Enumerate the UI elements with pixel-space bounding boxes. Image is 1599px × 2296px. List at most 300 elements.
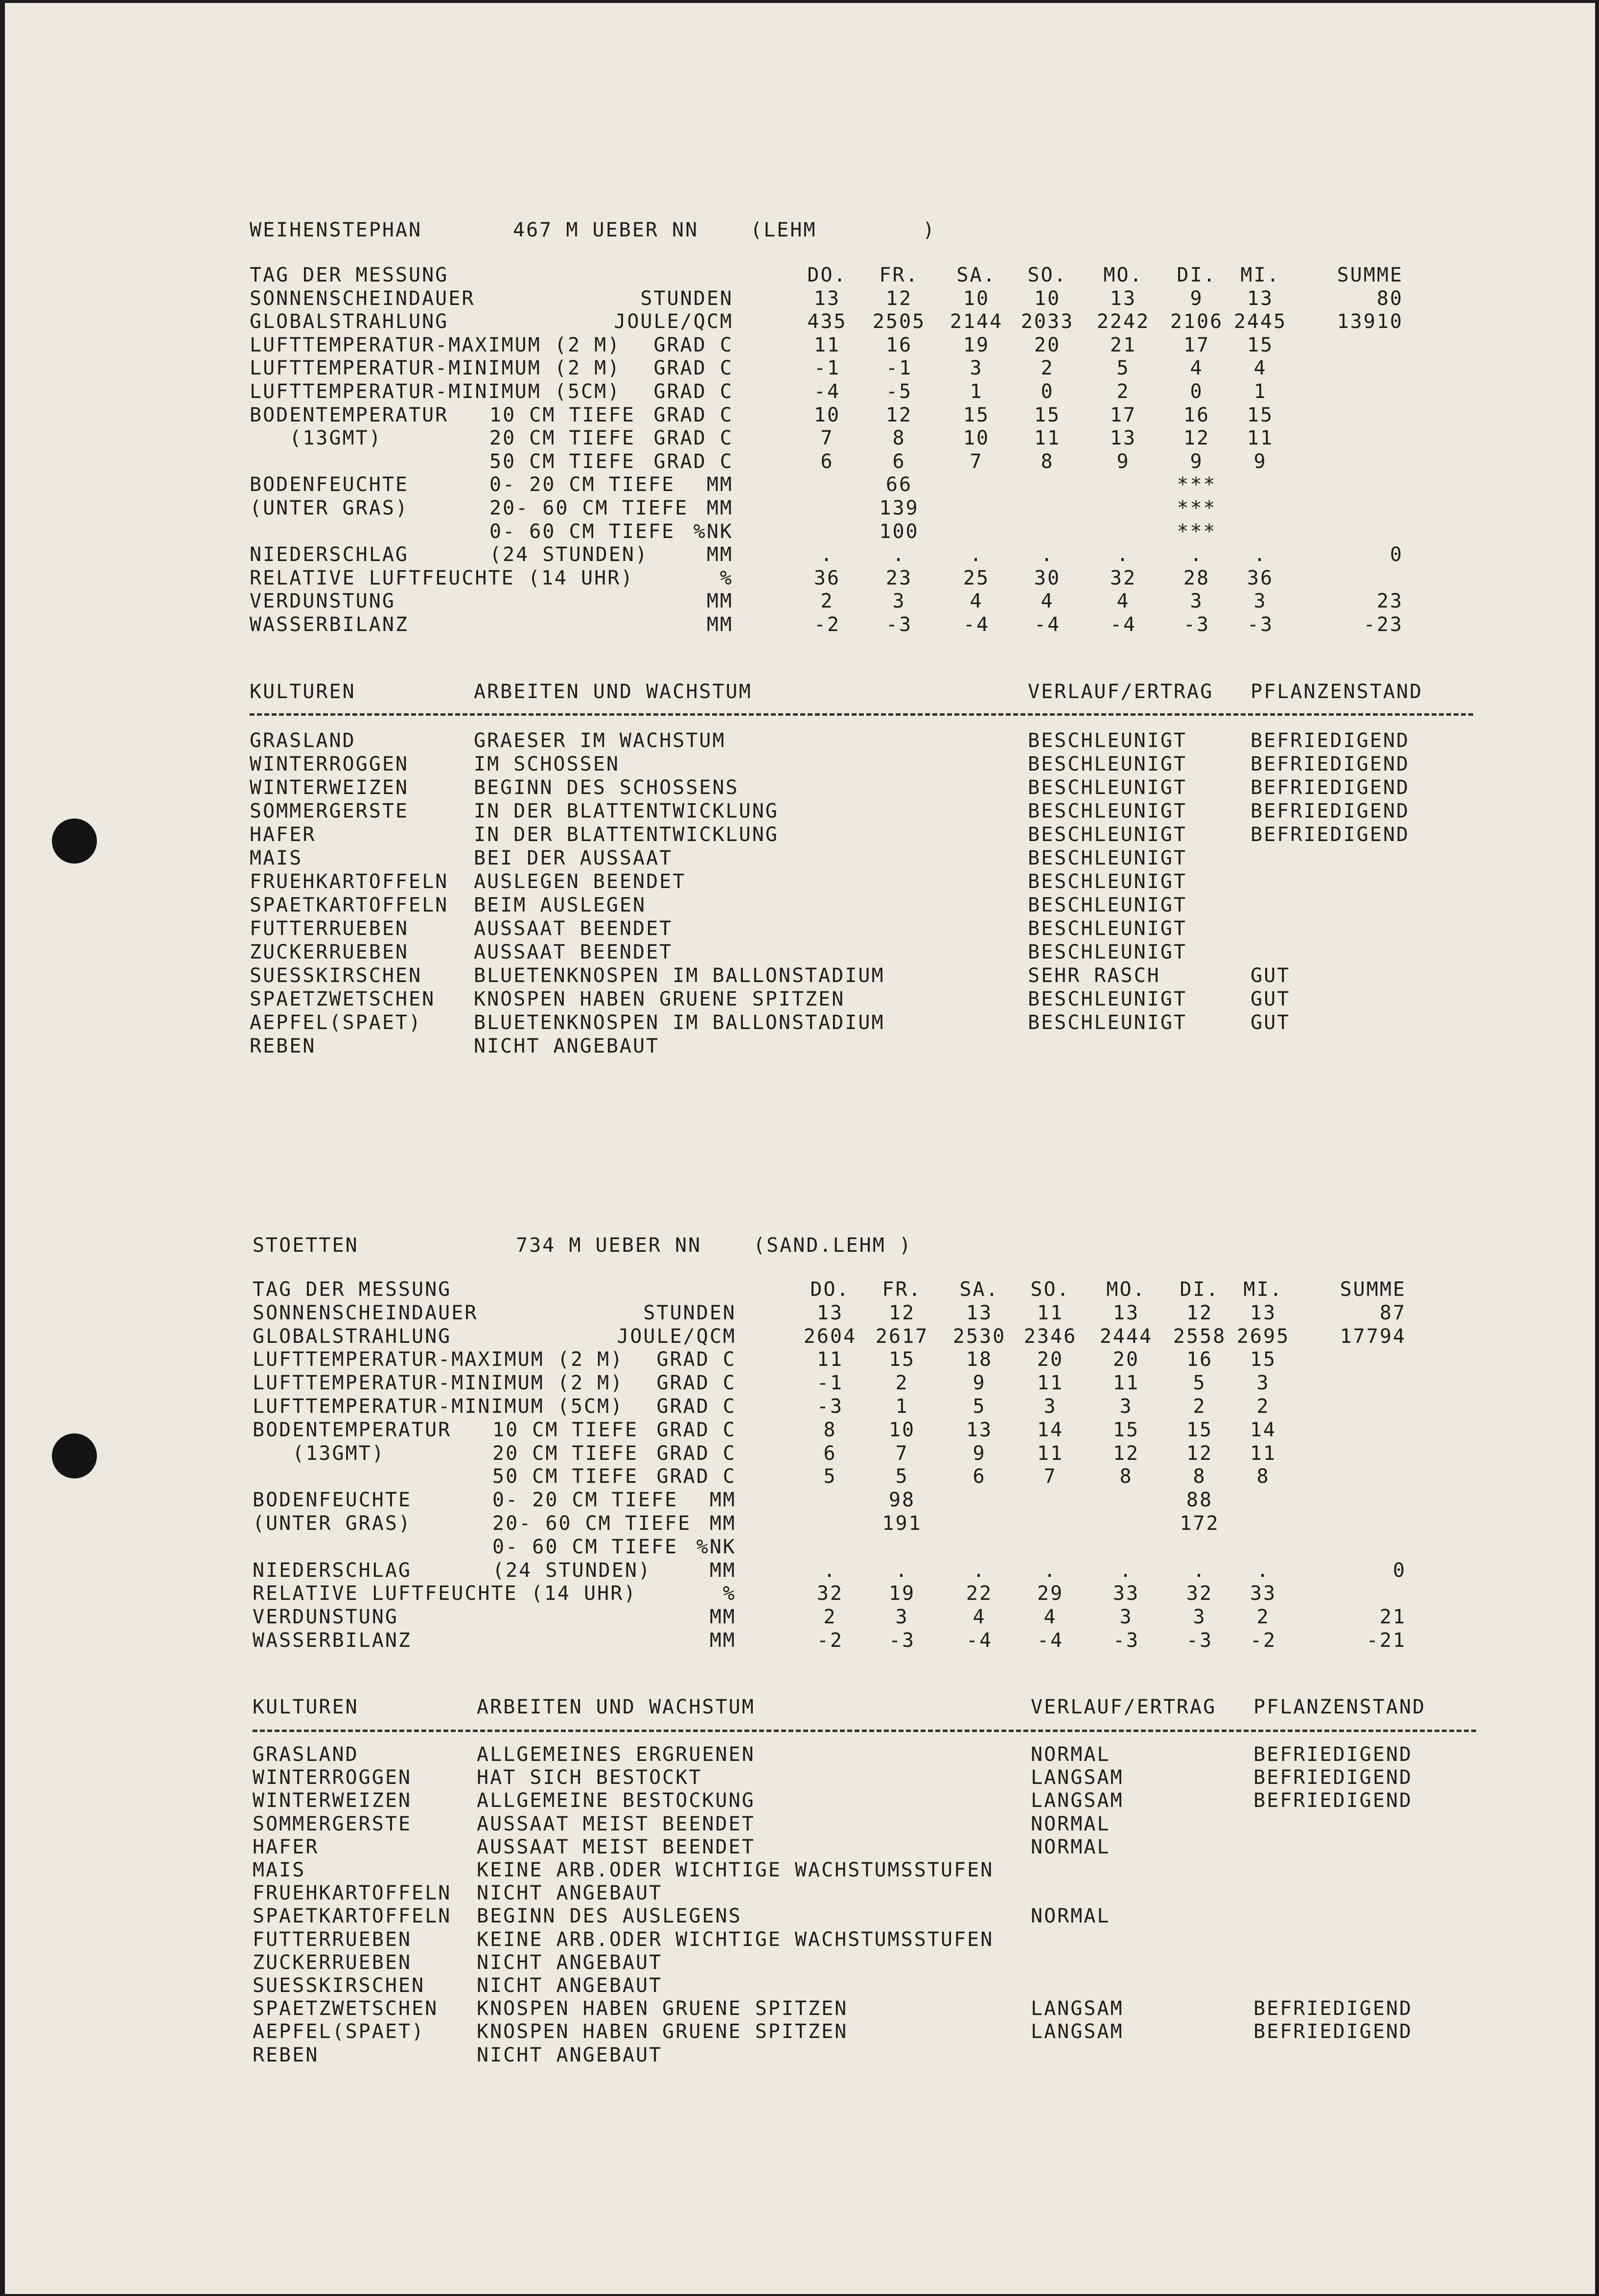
measurement-value: -4 [1037,1629,1064,1652]
station-soil: (SAND.LEHM ) [753,1234,912,1257]
measurement-label: SONNENSCHEINDAUER [250,287,475,310]
measurement-value: 30 [1034,566,1061,589]
measurement-value: 5 [973,1395,986,1418]
measurement-value: . [1193,1559,1206,1582]
day-header: FR. [882,1278,922,1301]
measurement-label: LUFTTEMPERATUR-MAXIMUM (2 M) [253,1348,624,1371]
measurement-value: 13 [966,1418,993,1441]
crop-name: ZUCKERRUEBEN [253,1951,412,1974]
measurement-value: 8 [892,427,906,450]
measurement-unit: GRAD C [653,357,733,380]
measurement-unit: GRAD C [653,333,733,356]
measurement-value: 13 [1112,1301,1140,1324]
crop-name: FUTTERRUEBEN [253,1928,412,1951]
measurement-value: 4 [1116,590,1130,613]
measurement-value: 12 [1112,1442,1140,1465]
crop-work: HAT SICH BESTOCKT [477,1766,702,1789]
measurement-value: 2530 [952,1325,1006,1348]
crop-work: AUSSAAT BEENDET [474,917,673,940]
crop-name: FRUEHKARTOFFELN [250,870,449,893]
crop-name: SOMMERGERSTE [253,1812,412,1835]
crop-work: KNOSPEN HABEN GRUENE SPITZEN [474,988,845,1010]
crop-work: KEINE ARB.ODER WICHTIGE WACHSTUMSSTUFEN [477,1928,994,1951]
measurement-value: 9 [973,1442,986,1465]
measurement-value: 1 [895,1395,909,1418]
measurement-value: 18 [966,1348,993,1371]
measurement-label: LUFTTEMPERATUR-MINIMUM (5CM) [253,1395,624,1418]
measurement-label: WASSERBILANZ [250,613,409,636]
station-altitude: 467 M UEBER NN [513,219,699,241]
crop-name: SUESSKIRSCHEN [253,1974,425,1997]
crop-progress: BESCHLEUNIGT [1028,988,1187,1010]
crops-header-work: ARBEITEN UND WACHSTUM [477,1696,755,1718]
measurement-label: (13GMT) [250,427,382,450]
measurement-unit: MM [709,1489,736,1512]
measurement-value: 11 [1034,427,1061,450]
crop-work: NICHT ANGEBAUT [477,1882,663,1905]
measurement-value: -4 [1110,613,1137,636]
measurement-value: . [1119,1559,1133,1582]
measurement-value: -3 [888,1629,916,1652]
crop-work: BEGINN DES SCHOSSENS [474,776,739,799]
measurement-unit: %NK [693,520,733,543]
crop-progress: LANGSAM [1031,2020,1124,2043]
measurement-value: 2242 [1096,310,1150,333]
measurement-unit: GRAD C [656,1395,736,1418]
measurement-label: BODENTEMPERATUR [250,403,449,426]
crop-progress: BESCHLEUNIGT [1028,1011,1187,1034]
measurement-value: 4 [1043,1606,1057,1629]
measurement-value: 25 [963,566,990,589]
measurement-sum: 0 [1390,543,1403,566]
measurement-value: 2 [1256,1395,1270,1418]
crop-name: GRASLAND [250,729,356,752]
measurement-value: -5 [885,380,913,403]
measurement-value: 7 [895,1442,909,1465]
measurement-value: 9 [973,1372,986,1395]
measurement-depth: 20 CM TIEFE [492,1442,638,1465]
measurement-value: 15 [888,1348,916,1371]
crop-name: WINTERWEIZEN [253,1789,412,1812]
measurement-depth: 10 CM TIEFE [489,403,635,426]
measurement-unit: GRAD C [656,1372,736,1395]
crop-progress: LANGSAM [1031,1766,1124,1789]
measurement-value: 2 [1041,357,1054,380]
measurement-unit: GRAD C [656,1442,736,1465]
measurement-value: 5 [1116,357,1130,380]
measurement-value: 1 [1253,380,1267,403]
measurement-value: 17 [1183,333,1210,356]
measurement-value: 13 [966,1301,993,1324]
measurement-value: -1 [885,357,913,380]
measurement-value: 2033 [1020,310,1074,333]
measurement-depth: 0- 60 CM TIEFE [489,520,675,543]
measurement-sum: 80 [1376,287,1403,310]
measurement-value: 8 [823,1418,837,1441]
crop-work: NICHT ANGEBAUT [474,1035,660,1057]
measurement-sum: 87 [1379,1301,1406,1324]
measurement-label: GLOBALSTRAHLUNG [250,310,449,333]
measurement-value: -3 [816,1395,844,1418]
measurement-value: 15 [1186,1418,1213,1441]
measurement-value: 5 [1193,1372,1206,1395]
measurement-value: -3 [1186,1629,1213,1652]
measurement-value: *** [1177,520,1217,543]
measurement-value: 20 [1037,1348,1064,1371]
measurement-value: 32 [1110,566,1137,589]
crops-header-work: ARBEITEN UND WACHSTUM [474,680,752,703]
day-header: DI. [1180,1278,1220,1301]
crop-stand: BEFRIEDIGEND [1253,1766,1413,1789]
measurement-value: -1 [816,1372,844,1395]
crop-stand: BEFRIEDIGEND [1251,753,1410,775]
measurement-value: 12 [1183,427,1210,450]
measurement-value: 33 [1112,1582,1140,1605]
measurement-value: 9 [1190,450,1204,473]
crop-progress: BESCHLEUNIGT [1028,776,1187,799]
crop-stand: GUT [1251,988,1291,1010]
measurement-value: 191 [882,1512,922,1535]
measurement-value: 5 [895,1465,909,1488]
measurement-value: -3 [885,613,913,636]
crop-stand: GUT [1251,1011,1291,1034]
measurement-label: LUFTTEMPERATUR-MINIMUM (2 M) [250,357,621,380]
crop-progress: NORMAL [1031,1812,1111,1835]
measurement-value: 2558 [1173,1325,1227,1348]
measurement-value: 3 [970,357,983,380]
measurement-value: 2 [1116,380,1130,403]
measurement-value: . [1041,543,1054,566]
day-header: MI. [1240,264,1280,286]
measurement-unit: JOULE/QCM [617,1325,736,1348]
crop-progress: BESCHLEUNIGT [1028,823,1187,846]
measurement-label: LUFTTEMPERATUR-MINIMUM (2 M) [253,1372,624,1395]
measurement-value: 11 [1247,427,1274,450]
measurement-value: 2505 [872,310,926,333]
measurement-label: SONNENSCHEINDAUER [253,1301,478,1324]
crop-work: KEINE ARB.ODER WICHTIGE WACHSTUMSSTUFEN [477,1859,994,1881]
measurement-value: -4 [1034,613,1061,636]
measurement-label: WASSERBILANZ [253,1629,412,1652]
measurement-depth: (24 STUNDEN) [489,543,649,566]
measurement-value: 3 [895,1606,909,1629]
measurement-unit: GRAD C [653,427,733,450]
measurement-value: 4 [970,590,983,613]
measurement-unit: MM [709,1606,736,1629]
measurement-value: 13 [813,287,841,310]
measurement-label: VERDUNSTUNG [253,1606,398,1629]
measurement-depth: 10 CM TIEFE [492,1418,638,1441]
measurement-value: 8 [1256,1465,1270,1488]
day-header: DO. [807,264,847,286]
crop-work: AUSSAAT MEIST BEENDET [477,1812,755,1835]
measurement-value: -3 [1183,613,1210,636]
measurement-label: BODENTEMPERATUR [253,1418,452,1441]
measurement-depth: 0- 20 CM TIEFE [489,473,675,496]
crop-name: WINTERROGGEN [250,753,409,775]
measurement-value: 10 [963,427,990,450]
crop-stand: BEFRIEDIGEND [1251,729,1410,752]
measurement-value: 10 [888,1418,916,1441]
measurement-value: -2 [816,1629,844,1652]
measurement-unit: %NK [696,1535,736,1558]
measurement-value: 3 [1253,590,1267,613]
measurement-label: VERDUNSTUNG [250,590,395,613]
measurement-value: 3 [892,590,906,613]
dashed-separator [253,1730,1476,1732]
measurement-value: 11 [1112,1372,1140,1395]
measurement-unit: MM [709,1512,736,1535]
measurement-value: 32 [1186,1582,1213,1605]
measurement-unit: MM [709,1629,736,1652]
measurement-value: . [895,1559,909,1582]
measurement-unit: MM [706,613,733,636]
measurement-value: . [1253,543,1267,566]
station-name: WEIHENSTEPHAN [250,219,422,241]
measurement-value: -3 [1112,1629,1140,1652]
measurement-value: -3 [1247,613,1274,636]
measurement-value: 139 [879,497,919,519]
crop-progress: BESCHLEUNIGT [1028,800,1187,822]
measurement-value: 19 [963,333,990,356]
measurement-value: 16 [1186,1348,1213,1371]
measurement-value: 32 [816,1582,844,1605]
measurement-value: 2 [895,1372,909,1395]
crop-work: IN DER BLATTENTWICKLUNG [474,823,779,846]
measurement-value: . [973,1559,986,1582]
measurement-value: . [820,543,834,566]
measurement-value: 13 [1110,427,1137,450]
measurement-unit: GRAD C [656,1465,736,1488]
measurement-value: 5 [823,1465,837,1488]
measurement-value: 2 [1193,1395,1206,1418]
measurement-unit: MM [706,473,733,496]
measurement-value: 11 [1037,1442,1064,1465]
measurement-sum: 17794 [1340,1325,1406,1348]
crops-header-progress: VERLAUF/ERTRAG [1031,1696,1217,1718]
crop-progress: BESCHLEUNIGT [1028,894,1187,916]
measurement-sum: 21 [1379,1606,1406,1629]
measurement-value: 14 [1037,1418,1064,1441]
measurement-value: 36 [813,566,841,589]
measurement-value: 11 [1037,1372,1064,1395]
crop-work: BEIM AUSLEGEN [474,894,647,916]
crop-name: MAIS [253,1859,306,1881]
crop-work: ALLGEMEINES ERGRUENEN [477,1743,755,1766]
crop-name: FUTTERRUEBEN [250,917,409,940]
sum-header: SUMME [1340,1278,1406,1301]
measurement-depth: 20 CM TIEFE [489,427,635,450]
measurement-unit: GRAD C [653,403,733,426]
measurement-unit: MM [706,497,733,519]
measurement-value: 98 [888,1489,916,1512]
measurement-label: NIEDERSCHLAG [250,543,409,566]
measurement-value: . [1116,543,1130,566]
measurement-value: 2106 [1170,310,1224,333]
measurement-value: 6 [820,450,834,473]
crop-name: MAIS [250,847,303,869]
measurement-value: 2445 [1233,310,1287,333]
measurement-value: 33 [1250,1582,1277,1605]
crop-work: KNOSPEN HABEN GRUENE SPITZEN [477,2020,848,2043]
measurement-depth: (24 STUNDEN) [492,1559,651,1582]
measurement-value: 6 [823,1442,837,1465]
measurement-value: 8 [1041,450,1054,473]
measurement-depth: 0- 20 CM TIEFE [492,1489,678,1512]
crop-work: AUSLEGEN BEENDET [474,870,686,893]
crop-work: IM SCHOSSEN [474,753,620,775]
crop-name: SPAETKARTOFFELN [250,894,449,916]
measurement-label: (UNTER GRAS) [250,497,409,519]
crop-progress: BESCHLEUNIGT [1028,917,1187,940]
crop-name: REBEN [250,1035,316,1057]
crop-name: SPAETZWETSCHEN [250,988,436,1010]
measurement-unit: % [722,1582,736,1605]
measurement-value: 172 [1180,1512,1220,1535]
day-header: MI. [1243,1278,1283,1301]
crop-name: AEPFEL(SPAET) [253,2020,425,2043]
measurement-value: 15 [1034,403,1061,426]
measurement-value: 100 [879,520,919,543]
measurement-unit: GRAD C [656,1348,736,1371]
punch-hole-bottom [52,1433,97,1478]
measurement-value: 3 [1043,1395,1057,1418]
crop-name: SPAETKARTOFFELN [253,1905,452,1928]
crop-work: BEGINN DES AUSLEGENS [477,1905,742,1928]
measurement-value: 3 [1119,1606,1133,1629]
crop-work: IN DER BLATTENTWICKLUNG [474,800,779,822]
crop-work: NICHT ANGEBAUT [477,1974,663,1997]
crop-progress: LANGSAM [1031,1789,1124,1812]
measurement-value: 11 [816,1348,844,1371]
measurement-value: 8 [1119,1465,1133,1488]
measurement-sum: -23 [1363,613,1403,636]
crop-name: SOMMERGERSTE [250,800,409,822]
measurement-value: 10 [963,287,990,310]
day-header: MO. [1106,1278,1146,1301]
measurement-unit: JOULE/QCM [614,310,733,333]
crop-progress: BESCHLEUNIGT [1028,847,1187,869]
measurement-label: NIEDERSCHLAG [253,1559,412,1582]
measurement-sum: 13910 [1337,310,1403,333]
measurement-value: 19 [888,1582,916,1605]
measurement-value: 88 [1186,1489,1213,1512]
measurement-value: 28 [1183,566,1210,589]
dashed-separator [250,713,1473,716]
crop-name: ZUCKERRUEBEN [250,941,409,963]
measurement-label: (UNTER GRAS) [253,1512,412,1535]
measurement-value: 11 [813,333,841,356]
crop-progress: BESCHLEUNIGT [1028,870,1187,893]
measurement-depth: 20- 60 CM TIEFE [489,497,689,519]
measurement-header-label: TAG DER MESSUNG [250,264,449,286]
station-soil: (LEHM ) [750,219,936,241]
crop-work: AUSSAAT BEENDET [474,941,673,963]
measurement-value: 6 [973,1465,986,1488]
measurement-value: 435 [807,310,847,333]
measurement-value: 2 [1256,1606,1270,1629]
punch-hole-top [52,819,97,864]
measurement-sum: -21 [1366,1629,1406,1652]
measurement-value: 8 [1193,1465,1206,1488]
measurement-value: *** [1177,473,1217,496]
measurement-value: 66 [885,473,913,496]
crop-stand: GUT [1251,964,1291,987]
measurement-value: . [1256,1559,1270,1582]
measurement-value: 2 [820,590,834,613]
measurement-label: BODENFEUCHTE [253,1489,412,1512]
measurement-value: 17 [1110,403,1137,426]
measurement-value: . [892,543,906,566]
measurement-value: 13 [1250,1301,1277,1324]
measurement-value: 16 [1183,403,1210,426]
day-header: DO. [810,1278,850,1301]
crop-stand: BEFRIEDIGEND [1253,1743,1413,1766]
measurement-value: 12 [888,1301,916,1324]
measurement-value: . [823,1559,837,1582]
crop-name: SPAETZWETSCHEN [253,1997,439,2020]
crop-name: WINTERWEIZEN [250,776,409,799]
measurement-value: 9 [1253,450,1267,473]
measurement-value: 3 [1256,1372,1270,1395]
station-altitude: 734 M UEBER NN [516,1234,702,1257]
crop-progress: SEHR RASCH [1028,964,1160,987]
measurement-value: 2695 [1236,1325,1290,1348]
measurement-value: 2346 [1023,1325,1077,1348]
measurement-value: 7 [1043,1465,1057,1488]
crop-stand: BEFRIEDIGEND [1253,1789,1413,1812]
measurement-sum: 23 [1376,590,1403,613]
measurement-value: 0 [1190,380,1204,403]
measurement-value: -4 [966,1629,993,1652]
crop-work: BLUETENKNOSPEN IM BALLONSTADIUM [474,1011,885,1034]
measurement-value: 4 [1041,590,1054,613]
crop-progress: BESCHLEUNIGT [1028,753,1187,775]
crop-progress: NORMAL [1031,1743,1111,1766]
crop-progress: NORMAL [1031,1905,1111,1928]
measurement-value: . [1190,543,1204,566]
crop-work: BEI DER AUSSAAT [474,847,673,869]
crop-name: REBEN [253,2043,319,2066]
measurement-unit: MM [706,543,733,566]
measurement-value: 2144 [950,310,1003,333]
measurement-value: -2 [1250,1629,1277,1652]
measurement-value: . [970,543,983,566]
crop-stand: BEFRIEDIGEND [1253,2020,1413,2043]
measurement-label: RELATIVE LUFTFEUCHTE (14 UHR) [250,566,634,589]
measurement-value: *** [1177,497,1217,519]
crop-stand: BEFRIEDIGEND [1251,823,1410,846]
day-header: DI. [1177,264,1217,286]
crops-header-progress: VERLAUF/ERTRAG [1028,680,1214,703]
crop-progress: BESCHLEUNIGT [1028,941,1187,963]
crop-name: GRASLAND [253,1743,359,1766]
crop-work: NICHT ANGEBAUT [477,2043,663,2066]
measurement-value: 2 [823,1606,837,1629]
crop-progress: BESCHLEUNIGT [1028,729,1187,752]
crop-work: ALLGEMEINE BESTOCKUNG [477,1789,755,1812]
measurement-header-label: TAG DER MESSUNG [253,1278,452,1301]
crop-work: KNOSPEN HABEN GRUENE SPITZEN [477,1997,848,2020]
measurement-value: 15 [1112,1418,1140,1441]
measurement-unit: MM [706,590,733,613]
crop-stand: BEFRIEDIGEND [1251,776,1410,799]
crop-name: WINTERROGGEN [253,1766,412,1789]
crops-header-stand: PFLANZENSTAND [1251,680,1423,703]
crop-stand: BEFRIEDIGEND [1251,800,1410,822]
measurement-value: 3 [1190,590,1204,613]
day-header: SO. [1030,1278,1070,1301]
